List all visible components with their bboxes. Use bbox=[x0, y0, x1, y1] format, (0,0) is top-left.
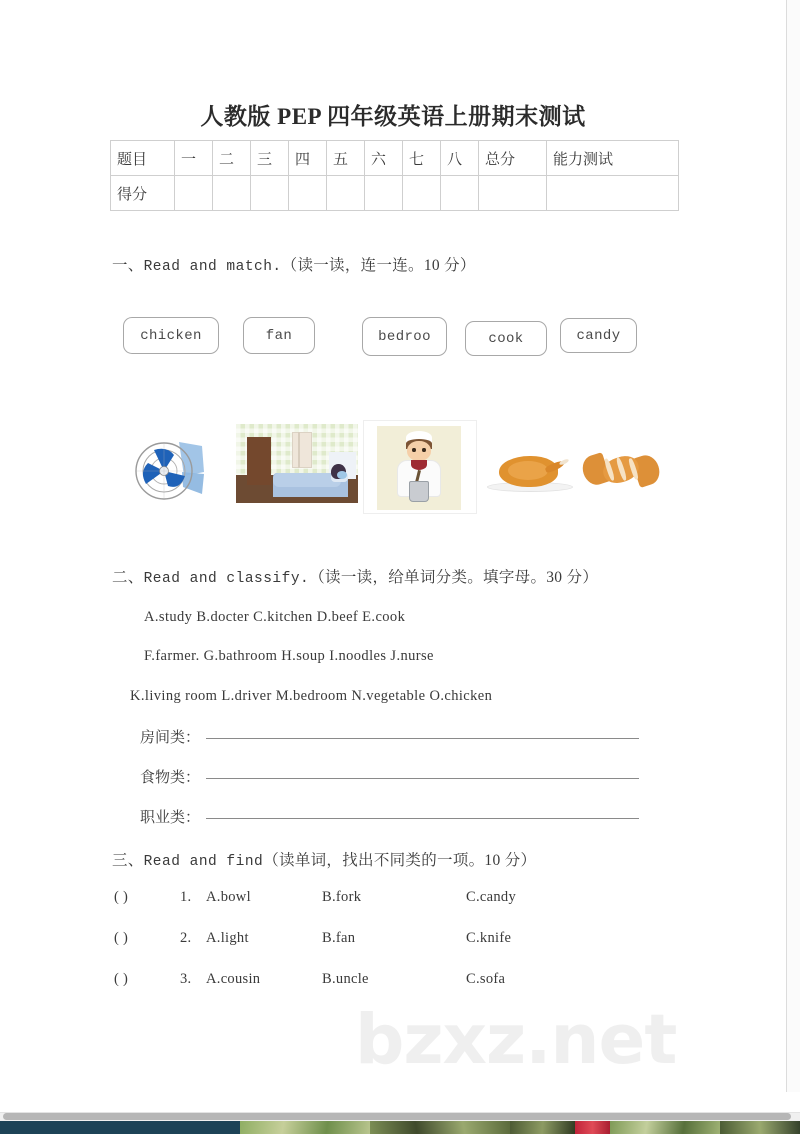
score-table-cell: 得分 bbox=[111, 176, 175, 211]
score-table-cell: 能力测试 bbox=[547, 141, 679, 176]
score-table-cell: 六 bbox=[365, 141, 403, 176]
section-1-number: 一、 bbox=[112, 257, 144, 274]
section-3-title-en: Read and find bbox=[143, 854, 264, 870]
mc-question-2 bbox=[114, 930, 511, 947]
section-2-number: 二、 bbox=[112, 569, 144, 586]
section-3-number: 三、 bbox=[112, 852, 144, 869]
score-table-cell: 八 bbox=[441, 141, 479, 176]
category-label-food: 食物类： bbox=[140, 770, 201, 786]
section-2-title-cn: （读一读，给单词分类。填字母。30 分） bbox=[309, 569, 599, 586]
roast-chicken-bone bbox=[558, 458, 569, 466]
score-table-input-cell[interactable] bbox=[365, 176, 403, 211]
category-answer-line-jobs[interactable] bbox=[206, 818, 639, 819]
word-box-cook[interactable]: cook bbox=[465, 321, 547, 356]
mc-answer-bracket-1[interactable]: ( ) bbox=[114, 889, 129, 905]
score-table-cell: 二 bbox=[213, 141, 251, 176]
score-table-input-cell[interactable] bbox=[213, 176, 251, 211]
score-table-cell: 四 bbox=[289, 141, 327, 176]
chef-eye-left bbox=[412, 448, 415, 452]
score-table-input-cell[interactable] bbox=[289, 176, 327, 211]
word-list-line-1: A.study B.docter C.kitchen D.beef E.cook bbox=[144, 609, 406, 625]
category-row-jobs bbox=[140, 806, 639, 827]
category-answer-line-food[interactable] bbox=[206, 778, 639, 779]
score-table-input-cell[interactable] bbox=[251, 176, 289, 211]
score-table-cell: 总分 bbox=[479, 141, 547, 176]
category-answer-line-rooms[interactable] bbox=[206, 738, 639, 739]
section-3-heading bbox=[112, 848, 536, 870]
score-table-cell: 三 bbox=[251, 141, 289, 176]
candy-picture bbox=[583, 443, 659, 496]
section-1-title-en: Read and match. bbox=[143, 259, 282, 275]
mc-option-3-a[interactable]: A.cousin bbox=[206, 971, 261, 987]
chef-face bbox=[407, 441, 431, 461]
page-right-border bbox=[786, 0, 787, 1092]
bottom-image-strip bbox=[0, 1121, 800, 1134]
category-label-jobs: 职业类： bbox=[140, 810, 201, 826]
word-list-line-3: K.living room L.driver M.bedroom N.vegetable O.chicken bbox=[130, 688, 493, 704]
roast-chicken-highlight bbox=[508, 461, 548, 480]
table-row-header bbox=[111, 141, 679, 176]
mc-option-2-a[interactable]: A.light bbox=[206, 930, 249, 946]
score-table-cell: 五 bbox=[327, 141, 365, 176]
fan-icon bbox=[124, 424, 221, 517]
chef-pot-icon bbox=[409, 481, 429, 501]
section-2-title-en: Read and classify. bbox=[143, 571, 310, 587]
bedroom-picture bbox=[236, 424, 358, 503]
score-table-input-cell[interactable] bbox=[327, 176, 365, 211]
score-table bbox=[110, 140, 679, 211]
mc-answer-bracket-2[interactable]: ( ) bbox=[114, 930, 129, 946]
category-row-rooms bbox=[140, 726, 639, 747]
chef-illustration bbox=[377, 426, 461, 510]
site-watermark: bzxz.net bbox=[355, 1000, 677, 1080]
bedroom-window-bar bbox=[298, 432, 300, 468]
category-row-food bbox=[140, 766, 639, 787]
score-table-cell: 七 bbox=[403, 141, 441, 176]
mc-option-3-b[interactable]: B.uncle bbox=[322, 971, 369, 987]
mc-answer-bracket-3[interactable]: ( ) bbox=[114, 971, 129, 987]
section-1-title-cn: （读一读，连一连。10 分） bbox=[281, 257, 476, 274]
mc-option-1-a[interactable]: A.bowl bbox=[206, 889, 251, 905]
mc-number-2: 2. bbox=[180, 930, 192, 946]
mc-question-3 bbox=[114, 971, 505, 988]
mc-number-3: 3. bbox=[180, 971, 192, 987]
roast-chicken-picture bbox=[484, 443, 576, 499]
score-table-input-cell[interactable] bbox=[403, 176, 441, 211]
mc-option-2-b[interactable]: B.fan bbox=[322, 930, 356, 946]
score-table-cell: 一 bbox=[175, 141, 213, 176]
chef-neckerchief bbox=[411, 460, 426, 470]
mc-option-2-c[interactable]: C.knife bbox=[466, 930, 512, 946]
mc-question-1 bbox=[114, 889, 516, 906]
score-table-cell: 题目 bbox=[111, 141, 175, 176]
word-box-chicken[interactable]: chicken bbox=[123, 317, 219, 354]
page-right-margin bbox=[787, 0, 800, 1092]
score-table-input-cell[interactable] bbox=[479, 176, 547, 211]
section-1-heading bbox=[112, 253, 476, 275]
score-table-input-cell[interactable] bbox=[175, 176, 213, 211]
word-list-line-2: F.farmer. G.bathroom H.soup I.noodles J.nurse bbox=[144, 648, 434, 664]
mc-option-1-b[interactable]: B.fork bbox=[322, 889, 362, 905]
table-row-score bbox=[111, 176, 679, 211]
chef-eye-right bbox=[422, 448, 425, 452]
mc-option-1-c[interactable]: C.candy bbox=[466, 889, 517, 905]
section-3-title-cn: （读单词，找出不同类的一项。10 分） bbox=[263, 852, 537, 869]
fan-picture bbox=[124, 424, 221, 517]
word-box-fan[interactable]: fan bbox=[243, 317, 315, 354]
horizontal-scrollbar-thumb[interactable] bbox=[3, 1113, 791, 1120]
word-box-candy[interactable]: candy bbox=[560, 318, 637, 353]
mc-option-3-c[interactable]: C.sofa bbox=[466, 971, 506, 987]
score-table-input-cell[interactable] bbox=[547, 176, 679, 211]
page-title: 人教版 PEP 四年级英语上册期末测试 bbox=[200, 104, 586, 129]
category-label-rooms: 房间类： bbox=[140, 730, 201, 746]
score-table-input-cell[interactable] bbox=[441, 176, 479, 211]
mc-number-1: 1. bbox=[180, 889, 192, 905]
section-2-heading bbox=[112, 565, 598, 587]
bedroom-window bbox=[292, 432, 312, 468]
chef-picture bbox=[363, 420, 477, 514]
bedroom-door bbox=[247, 437, 271, 484]
word-box-bedroo[interactable]: bedroo bbox=[362, 317, 447, 356]
